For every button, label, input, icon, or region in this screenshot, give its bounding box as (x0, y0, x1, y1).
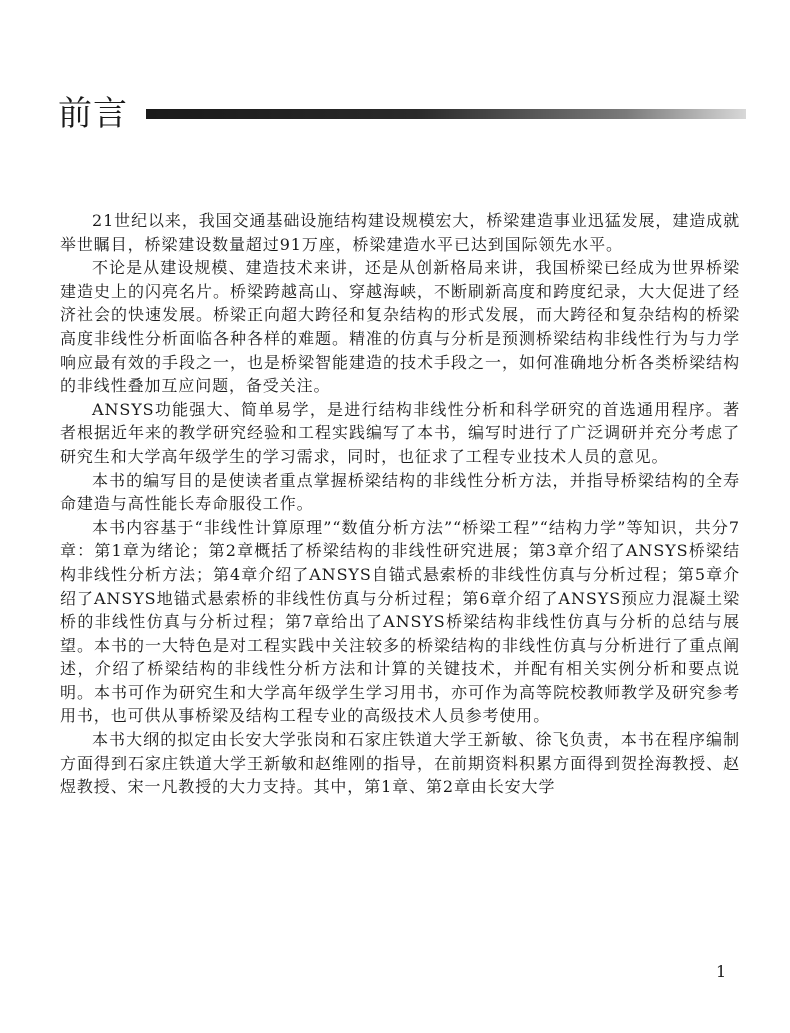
page-number: 1 (716, 962, 727, 981)
paragraph-5: 本书内容基于“非线性计算原理”“数值分析方法”“桥梁工程”“结构力学”等知识，共分7章：第1章为绪论；第2章概括了桥梁结构的非线性研究进展；第3章介绍了ANSYS桥梁结构非线性分析方法；第4章介绍了ANSYS自锚式悬索桥的非线性仿真与分析过程；第5章介绍了ANSYS地锚式悬索桥的非线性仿真与分析过程；第6章介绍了ANSYS预应力混凝土梁桥的非线性仿真与分析过程；第7章给出了ANSYS桥梁结构非线性仿真与分析的总结与展望。本书的一大特色是对工程实践中关注较多的桥梁结构的非线性仿真与分析进行了重点阐述，介绍了桥梁结构的非线性分析方法和计算的关键技术，并配有相关实例分析和要点说明。本书可作为研究生和大学高年级学生学习用书，亦可作为高等院校教师教学及研究参考用书，也可供从事桥梁及结构工程专业的高级技术人员参考使用。 (60, 517, 740, 726)
paragraph-3: ANSYS功能强大、简单易学，是进行结构非线性分析和科学研究的首选通用程序。著者根据近年来的教学研究经验和工程实践编写了本书，编写时进行了广泛调研并充分考虑了研究生和大学高年级学生的学习需求，同时，也征求了工程专业技术人员的意见。 (60, 399, 740, 466)
paragraph-6: 本书大纲的拟定由长安大学张岗和石家庄铁道大学王新敏、徐飞负责，本书在程序编制方面得到石家庄铁道大学王新敏和赵维刚的指导，在前期资料积累方面得到贺拴海教授、赵煜教授、宋一凡教授的大力支持。其中，第1章、第2章由长安大学 (60, 730, 740, 797)
paragraph-4: 本书的编写目的是使读者重点掌握桥梁结构的非线性分析方法，并指导桥梁结构的全寿命建造与高性能长寿命服役工作。 (60, 470, 740, 514)
paragraph-1: 21世纪以来，我国交通基础设施结构建设规模宏大，桥梁建造事业迅猛发展，建造成就举世瞩目，桥梁建设数量超过91万座，桥梁建造水平已达到国际领先水平。 (60, 211, 740, 254)
preface-body (60, 209, 740, 799)
chapter-title: 前言 (58, 94, 128, 134)
chapter-header (58, 92, 748, 136)
header-gradient-bar (146, 109, 746, 119)
paragraph-2: 不论是从建设规模、建造技术来讲，还是从创新格局来讲，我国桥梁已经成为世界桥梁建造史上的闪亮名片。桥梁跨越高山、穿越海峡，不断刷新高度和跨度纪录，大大促进了经济社会的快速发展。桥梁正向超大跨径和复杂结构的形式发展，而大跨径和复杂结构的桥梁高度非线性分析面临各种各样的难题。精准的仿真与分析是预测桥梁结构非线性行为与力学响应最有效的手段之一，也是桥梁智能建造的技术手段之一，如何准确地分析各类桥梁结构的非线性叠加互应问题，备受关注。 (60, 258, 740, 396)
